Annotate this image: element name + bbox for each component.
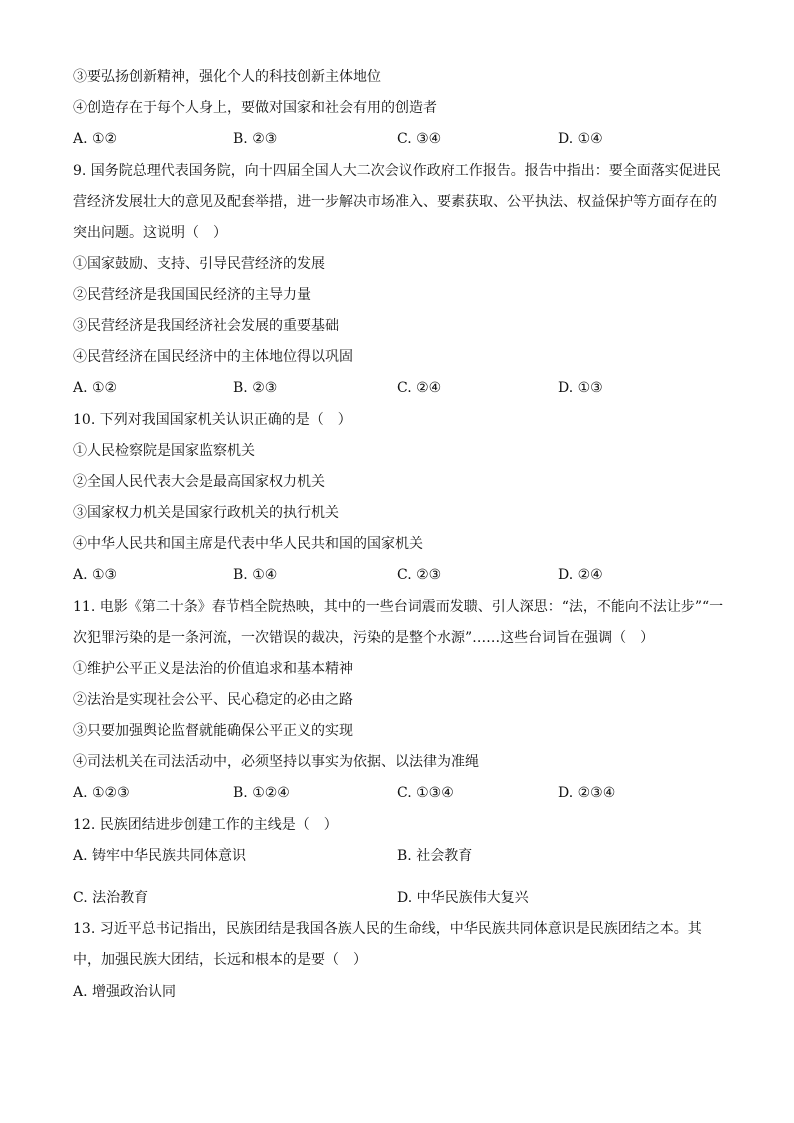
q10-option-c: C. ②③ <box>397 567 442 583</box>
q13-stem-line-2: 中，加强民族大团结，长远和根本的是要（ ） <box>73 952 367 968</box>
q12-option-b: B. 社会教育 <box>397 848 473 864</box>
q10-stem: 10. 下列对我国国家机关认识正确的是（ ） <box>73 412 352 428</box>
q9-statement-3: ③民营经济是我国经济社会发展的重要基础 <box>73 318 339 334</box>
q11-statement-1: ①维护公平正义是法治的价值追求和基本精神 <box>73 661 353 677</box>
q11-stem-line-2: 次犯罪污染的是一条河流，一次错误的裁决，污染的是整个水源”……这些台词旨在强调（ ） <box>73 630 655 646</box>
q12-option-d: D. 中华民族伟大复兴 <box>397 890 529 906</box>
q8-statement-4: ④创造存在于每个人身上，要做对国家和社会有用的创造者 <box>73 100 437 116</box>
q11-statement-3: ③只要加强舆论监督就能确保公平正义的实现 <box>73 723 353 739</box>
q8-option-c: C. ③④ <box>397 131 442 147</box>
q9-stem-line-1: 9. 国务院总理代表国务院，向十四届全国人大二次会议作政府工作报告。报告中指出：要全面落实促进民 <box>73 163 721 179</box>
q11-option-d: D. ②③④ <box>558 785 616 801</box>
q11-statement-4: ④司法机关在司法活动中，必须坚持以事实为依据、以法律为准绳 <box>73 754 479 770</box>
q12-option-a: A. 铸牢中华民族共同体意识 <box>73 848 247 864</box>
q10-option-a: A. ①③ <box>73 567 118 583</box>
q11-option-b: B. ①②④ <box>233 785 290 801</box>
q9-option-a: A. ①② <box>73 380 118 396</box>
q9-statement-1: ①国家鼓励、支持、引导民营经济的发展 <box>73 256 325 272</box>
q11-option-a: A. ①②③ <box>73 785 130 801</box>
q8-option-b: B. ②③ <box>233 131 278 147</box>
q11-option-c: C. ①③④ <box>397 785 454 801</box>
q11-stem-line-1: 11. 电影《第二十条》春节档全院热映，其中的一些台词震而发聩、引人深思：“法，不能向不法让步”“一 <box>73 599 724 615</box>
q12-option-c: C. 法治教育 <box>73 890 149 906</box>
q8-statement-3: ③要弘扬创新精神，强化个人的科技创新主体地位 <box>73 69 381 85</box>
q8-option-a: A. ①② <box>73 131 118 147</box>
q9-stem-line-3: 突出问题。这说明（ ） <box>73 225 227 241</box>
q13-stem-line-1: 13. 习近平总书记指出，民族团结是我国各族人民的生命线，中华民族共同体意识是民族团结之本。其 <box>73 921 702 937</box>
q9-option-d: D. ①③ <box>558 380 603 396</box>
q8-option-d: D. ①④ <box>558 131 603 147</box>
q9-statement-4: ④民营经济在国民经济中的主体地位得以巩固 <box>73 349 353 365</box>
q10-statement-2: ②全国人民代表大会是最高国家权力机关 <box>73 474 325 490</box>
q9-option-c: C. ②④ <box>397 380 442 396</box>
q9-statement-2: ②民营经济是我国国民经济的主导力量 <box>73 287 311 303</box>
q10-statement-1: ①人民检察院是国家监察机关 <box>73 443 255 459</box>
q13-option-a: A. 增强政治认同 <box>73 984 177 1000</box>
q9-option-b: B. ②③ <box>233 380 278 396</box>
q10-option-b: B. ①④ <box>233 567 278 583</box>
q10-statement-3: ③国家权力机关是国家行政机关的执行机关 <box>73 505 339 521</box>
q11-statement-2: ②法治是实现社会公平、民心稳定的必由之路 <box>73 692 353 708</box>
q12-stem: 12. 民族团结进步创建工作的主线是（ ） <box>73 817 338 833</box>
q10-statement-4: ④中华人民共和国主席是代表中华人民共和国的国家机关 <box>73 536 423 552</box>
q10-option-d: D. ②④ <box>558 567 603 583</box>
q9-stem-line-2: 营经济发展壮大的意见及配套举措，进一步解决市场准入、要素获取、公平执法、权益保护等方面存在的 <box>73 194 717 210</box>
